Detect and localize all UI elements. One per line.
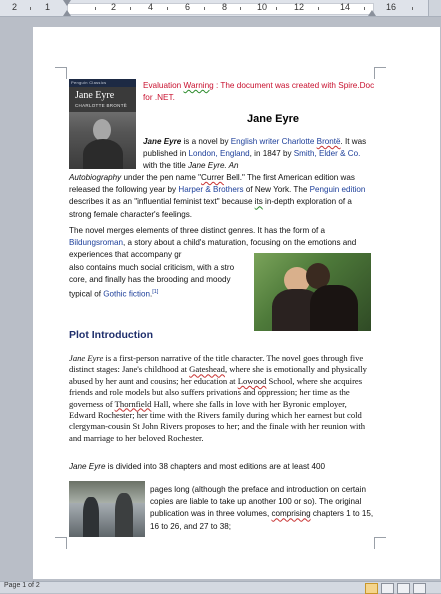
footnote-ref[interactable]: [1] (152, 289, 159, 296)
page-info[interactable]: Page 1 of 2 (4, 582, 40, 589)
section-heading: Plot Introduction (69, 329, 153, 341)
paragraph-intro: Jane Eyre is a novel by English writer Charlotte Brontë. It was published in London, England, in 1847 by Smith, Elder & Co. with the title Jane Eyre. An (143, 137, 367, 171)
full-screen-view-button[interactable] (381, 583, 394, 594)
ruler-tick (240, 7, 241, 10)
status-bar (0, 581, 441, 593)
paragraph-publication: Autobiography under the pen name "Currer Bell." The first American edition was released the following year by Harper & Brothers of New York. The Penguin edition describes it as an "influential feminist text" because its in-depth exploration of a strong female character's feelings. (69, 173, 366, 219)
illustration-image[interactable] (69, 481, 145, 537)
print-layout-view-button[interactable] (365, 583, 378, 594)
ruler-tick (318, 7, 319, 10)
ruler-tick (276, 7, 277, 10)
link-penguin[interactable]: Penguin edition (309, 185, 366, 195)
crop-mark (374, 67, 375, 79)
book-cover-image[interactable] (69, 79, 136, 169)
ruler-number: 12 (294, 2, 305, 12)
cover-portrait-face (93, 119, 111, 141)
paragraph-structure-cont: pages long (although the preface and introduction on certain copies are liable to take up another 100 or so). The original publication was in three volumes, comprising chapters 1 to 15, 16 to 26, and 27 to 38; (150, 485, 374, 531)
ruler-toggle-button[interactable] (428, 0, 441, 16)
link-english-writer[interactable]: English writer Charlotte Brontë (230, 137, 341, 146)
link-smith-elder[interactable]: Smith, Elder & Co. (293, 149, 361, 159)
link-bildungsroman[interactable]: Bildungsroman (69, 238, 123, 248)
document-title: Jane Eyre (247, 113, 299, 125)
ruler-tick (364, 7, 365, 10)
ruler-number: 8 (222, 2, 228, 12)
cover-author: CHARLOTTE BRONTË (75, 103, 128, 108)
paragraph-genres: The novel merges elements of three distinct genres. It has the form of a Bildungsroman, a story about a child's maturation, focusing on the emotions and experiences that accompany gr also contains much social criticism, with a stro core, and finally has the brooding and moody typical of Gothic fiction.[1] (69, 226, 357, 299)
outline-view-button[interactable] (413, 583, 426, 594)
ruler-number: 4 (148, 2, 154, 12)
ruler-number: 2 (12, 2, 18, 12)
crop-mark (66, 537, 67, 549)
link-harper[interactable]: Harper & Brothers (178, 185, 244, 195)
link-gothic-fiction[interactable]: Gothic fiction (103, 289, 150, 299)
trees (69, 481, 145, 503)
ruler-tick (204, 7, 205, 10)
ruler-tick (412, 7, 413, 10)
link-london[interactable]: London, England (188, 149, 250, 159)
ruler-number: 16 (386, 2, 397, 12)
figure (115, 493, 133, 537)
left-indent-marker[interactable] (63, 10, 71, 16)
cover-band-text: Penguin Classics (71, 80, 107, 85)
crop-mark (374, 67, 386, 68)
first-line-indent-marker[interactable] (63, 0, 71, 6)
right-indent-marker[interactable] (368, 10, 376, 16)
ruler-number: 1 (45, 2, 51, 12)
cover-title: Jane Eyre (75, 90, 115, 101)
paragraph-plot: Jane Eyre is a first-person narrative of the title character. The novel goes through five distinct stages: Jane's childhood at Gateshead, where she is emotionally and physically abused by her aunt and cousins; her education at Lowood School, where she acquires friends and role models but also suffers privations and oppression; her time as the governess of Thornfield Hall, where she falls in love with her Byronic employer, Edward Rochester; her time with the Rivers family during which her earnest but cold clergyman-cousin St John Rivers proposes to her; and the finale with her reunion with and marriage to her beloved Rochester. (69, 353, 367, 443)
crop-mark (374, 537, 386, 538)
film-still-image[interactable] (254, 253, 371, 331)
ruler-tick (130, 7, 131, 10)
crop-mark (66, 67, 67, 79)
ruler-number: 6 (185, 2, 191, 12)
ruler-tick (95, 7, 96, 10)
document-page[interactable] (33, 27, 440, 579)
crop-mark (374, 537, 375, 549)
costume (310, 285, 358, 331)
ruler-tick (167, 7, 168, 10)
cover-portrait-dress (83, 139, 123, 169)
ruler-number: 14 (340, 2, 351, 12)
ruler-number: 10 (257, 2, 268, 12)
ruler-number: 2 (111, 2, 117, 12)
figure (83, 497, 99, 537)
ruler[interactable] (0, 0, 441, 17)
evaluation-warning: Evaluation Warning : The document was created with Spire.Doc for .NET. (143, 81, 375, 102)
web-layout-view-button[interactable] (397, 583, 410, 594)
paragraph-structure: Jane Eyre is divided into 38 chapters and most editions are at least 400 (69, 462, 326, 471)
ruler-tick (30, 7, 31, 10)
